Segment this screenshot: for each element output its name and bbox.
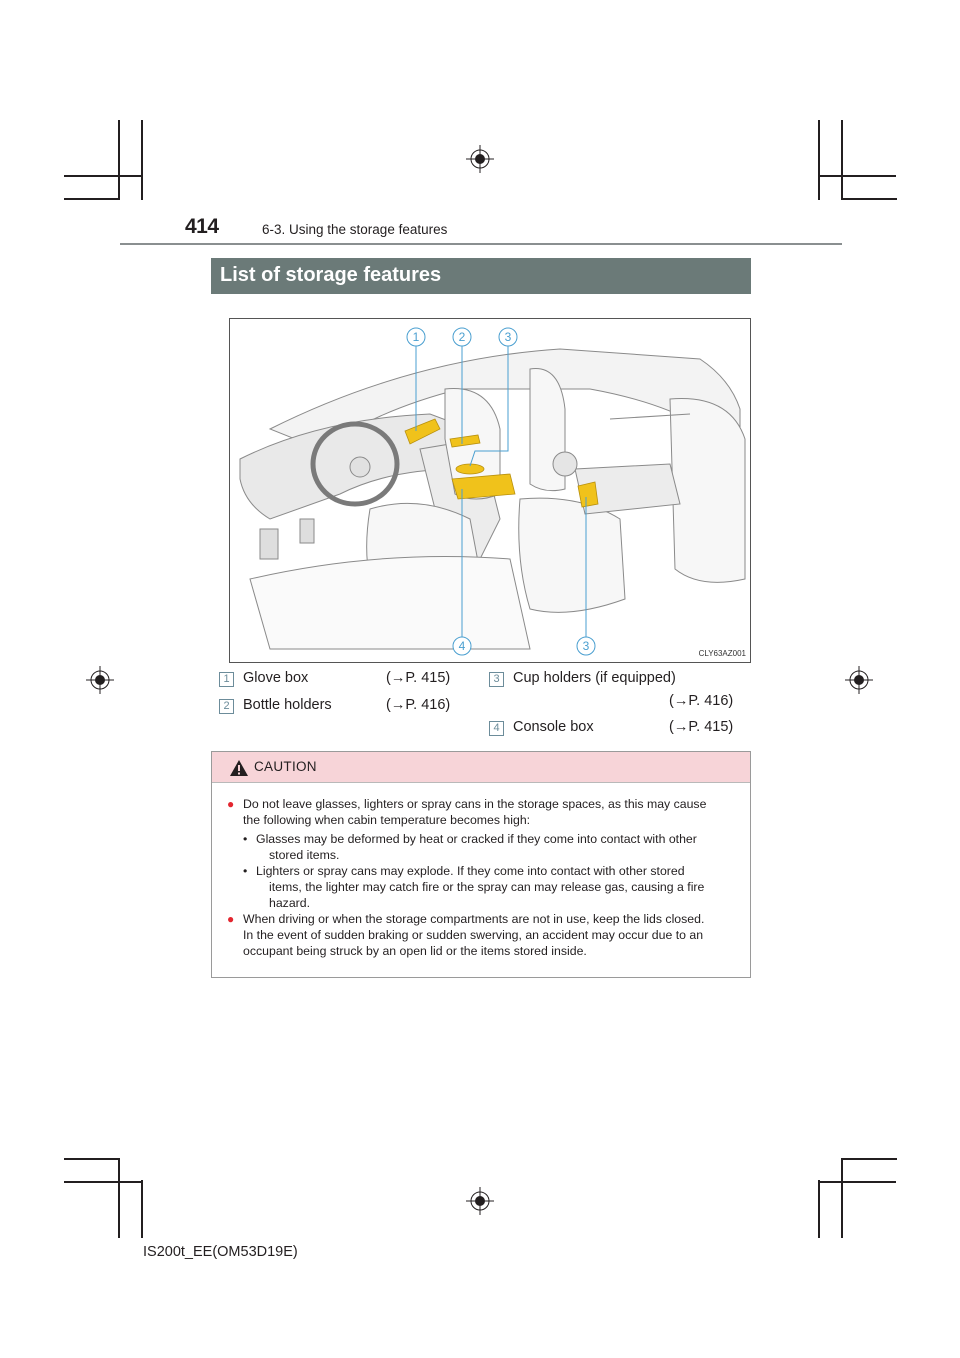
registration-mark-left [86,666,114,694]
legend-ref-cup-holders[interactable]: (→P. 416) [669,693,734,709]
caution-subline: hazard. [269,896,311,910]
legend-ref-bottle-holders[interactable]: (→P. 416) [386,697,451,713]
caution-subline: items, the lighter may catch fire or the spray can may release gas, causing a fire [269,880,705,894]
caution-item [225,911,743,959]
legend-ref-glove-box[interactable]: (→P. 415) [386,670,451,686]
caution-subline: stored items. [269,848,340,862]
caution-title: CAUTION [254,759,317,774]
page-title: List of storage features [211,258,751,294]
caution-line: the following when cabin temperature becomes high: [243,813,531,827]
sub-bullet-icon: • [243,864,248,878]
callout-label-3-bottom: 3 [582,639,590,653]
legend-number-2: 2 [219,699,234,714]
footer-model-code: IS200t_EE(OM53D19E) [143,1244,298,1260]
caution-line: Do not leave glasses, lighters or spray cans in the storage spaces, as this may cause [243,797,707,811]
car-interior-drawing [230,319,750,662]
cabin-illustration [229,318,751,663]
legend-number-3: 3 [489,672,504,687]
legend-label-glove-box: Glove box [243,670,309,686]
callout-label-3-top: 3 [504,330,512,344]
legend-label-bottle-holders: Bottle holders [243,697,332,713]
caution-header [212,752,750,783]
caution-body [225,796,743,959]
callout-label-1: 1 [412,330,420,344]
registration-mark-right [845,666,873,694]
callout-label-2: 2 [458,330,466,344]
caution-subitem [225,831,743,863]
legend-ref-console-box[interactable]: (→P. 415) [669,719,734,735]
bullet-icon: ● [227,797,235,811]
caution-box [211,751,751,978]
caution-line: When driving or when the storage compartments are not in use, keep the lids closed. [243,912,705,926]
legend-number-1: 1 [219,672,234,687]
legend-label-cup-holders: Cup holders (if equipped) [513,670,676,686]
figure-code: CLY63AZ001 [698,649,746,658]
section-title: 6-3. Using the storage features [262,222,448,237]
callout-label-4: 4 [458,639,466,653]
header-rule [120,243,842,245]
registration-mark-top [466,145,494,173]
caution-subline: Lighters or spray cans may explode. If they come into contact with other stored [256,864,685,878]
page-number: 414 [185,215,219,238]
caution-subitem [225,863,743,911]
legend-label-console-box: Console box [513,719,594,735]
sub-bullet-icon: • [243,832,248,846]
warning-triangle-icon [230,760,248,776]
caution-subline: Glasses may be deformed by heat or cracked if they come into contact with other [256,832,697,846]
bullet-icon: ● [227,912,235,926]
caution-line: occupant being struck by an open lid or the items stored inside. [243,944,587,958]
caution-line: In the event of sudden braking or sudden swerving, an accident may occur due to an [243,928,704,942]
caution-item [225,796,743,828]
registration-mark-bottom [466,1187,494,1215]
legend-number-4: 4 [489,721,504,736]
